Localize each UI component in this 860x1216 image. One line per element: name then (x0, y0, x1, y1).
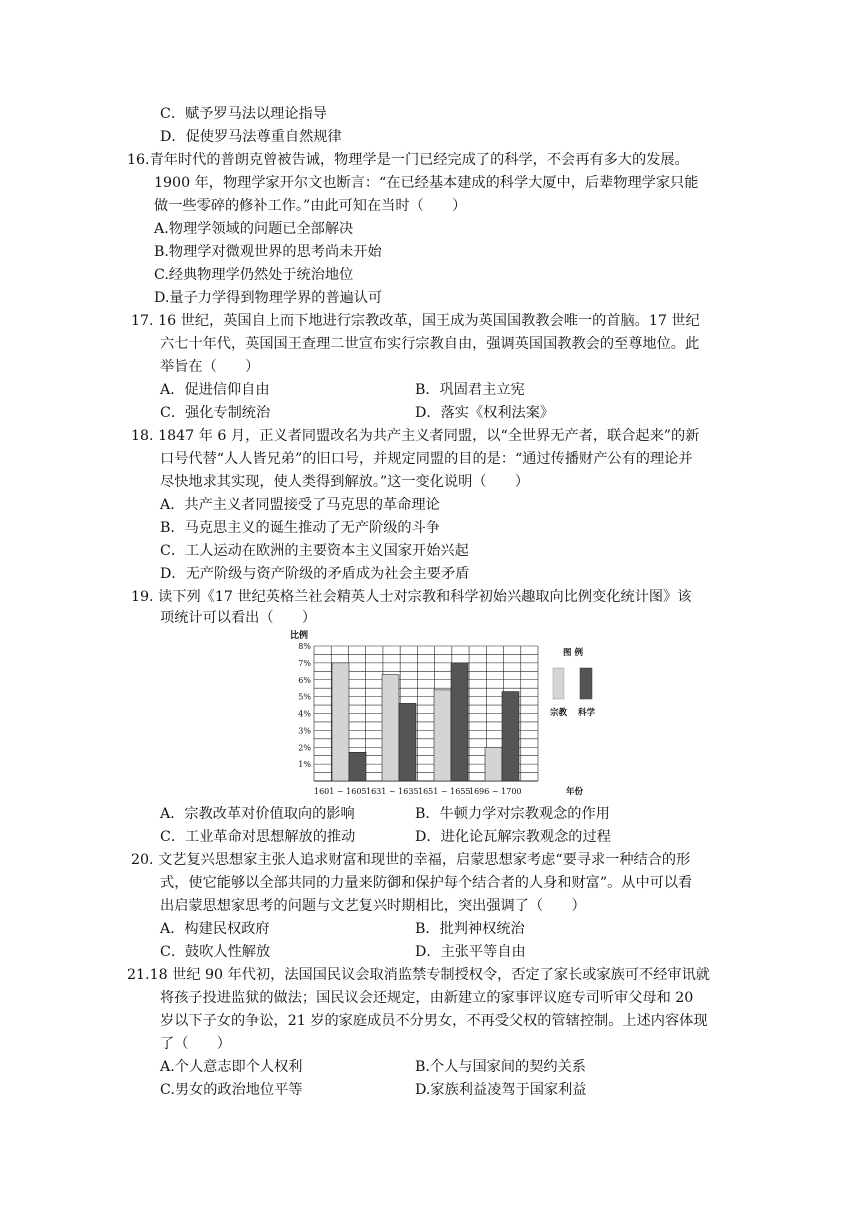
q16-option-a: A.物理学领域的问题已全部解决 (154, 221, 354, 237)
y-tick-label: 4% (298, 709, 311, 719)
q17-option-a: A．促进信仰自由 (160, 382, 270, 398)
bar-science (502, 692, 519, 781)
q19-stem-line-2: 项统计可以看出（ ） (160, 610, 317, 626)
q21-option-b: B.个人与国家间的契约关系 (415, 1059, 586, 1075)
bar-religion (332, 663, 349, 781)
q20-stem-line-3: 出启蒙思想家思考的问题与文艺复兴时期相比，突出强调了（ ） (160, 898, 586, 914)
q19-option-c: C．工业革命对思想解放的推动 (160, 829, 356, 845)
q16-option-c: C.经典物理学仍然处于统治地位 (154, 267, 354, 283)
q19-option-b: B．牛顿力学对宗教观念的作用 (415, 806, 610, 822)
y-tick-labels (298, 642, 311, 769)
y-tick-label: 3% (298, 726, 311, 736)
bar-chart (288, 627, 618, 799)
q21-stem-line-3: 岁以下子女的争讼，21 岁的家庭成员不分男女，不再受父权的管辖控制。上述内容体现 (160, 1013, 708, 1029)
y-tick-label: 2% (298, 743, 311, 753)
q18-stem-line-1: 18. 1847 年 6 月，正义者同盟改名为共产主义者同盟，以“全世界无产者，联合起来”的新 (131, 428, 700, 444)
bar-religion (382, 675, 399, 781)
q15-option-d: D．促使罗马法尊重自然规律 (160, 129, 342, 145)
legend-label-religion: 宗教 (550, 708, 568, 718)
bar-science (399, 703, 416, 781)
q19-option-d: D．进化论瓦解宗教观念的过程 (415, 829, 611, 845)
x-tick-label: 1651 ~ 1655 (418, 787, 471, 796)
q18-option-a: A．共产主义者同盟接受了马克思的革命理论 (160, 497, 440, 513)
q17-stem-line-3: 举旨在（ ） (160, 359, 260, 375)
q21-option-d: D.家族利益凌驾于国家利益 (415, 1082, 587, 1098)
q17-stem-line-2: 六七十年代，英国国王查理二世宣布实行宗教自由，强调英国国教教会的至尊地位。此 (160, 336, 700, 352)
q17-option-c: C．强化专制统治 (160, 405, 271, 421)
q18-stem-line-3: 尽快地求其实现，使人类得到解放。”这一变化说明（ ） (160, 474, 530, 490)
q17-option-b: B．巩固君主立宪 (415, 382, 525, 398)
y-tick-label: 6% (298, 675, 311, 685)
q16-option-b: B.物理学对微观世界的思考尚未开始 (154, 244, 382, 260)
x-tick-label: 1696 ~ 1700 (469, 787, 522, 796)
q18-option-b: B．马克思主义的诞生推动了无产阶级的斗争 (160, 520, 440, 536)
q21-option-c: C.男女的政治地位平等 (160, 1082, 303, 1098)
q16-stem-line-2: 1900 年，物理学家开尔文也断言：“在已经基本建成的科学大厦中，后辈物理学家只能 (154, 175, 699, 191)
bar-religion (485, 747, 502, 781)
x-tick-label: 1631 ~ 1635 (366, 787, 419, 796)
bar-science (451, 663, 468, 781)
q19-stem-line-1: 19. 读下列《17 世纪英格兰社会精英人士对宗教和科学初始兴趣取向比例变化统计图》该 (131, 589, 692, 605)
y-axis-label: 比例 (290, 631, 309, 641)
legend-title: 图 例 (563, 648, 583, 658)
q18-stem-line-2: 口号代替“人人皆兄弟”的旧口号，并规定同盟的目的是：“通过传播财产公有的理论并 (160, 451, 693, 467)
q21-stem-line-1: 21.18 世纪 90 年代初，法国国民议会取消监禁专制授权令，否定了家长或家族可不经审讯就 (127, 967, 710, 983)
q20-option-b: B．批判神权统治 (415, 921, 525, 937)
q17-option-d: D．落实《权利法案》 (415, 405, 555, 421)
q18-option-c: C．工人运动在欧洲的主要资本主义国家开始兴起 (160, 543, 469, 559)
y-tick-label: 8% (298, 642, 311, 651)
x-tick-labels (314, 787, 522, 796)
q19-option-a: A．宗教改革对价值取向的影响 (160, 806, 355, 822)
q20-option-d: D．主张平等自由 (415, 944, 526, 960)
q21-option-a: A.个人意志即个人权利 (160, 1059, 303, 1075)
q20-option-a: A．构建民权政府 (160, 921, 270, 937)
q21-stem-line-4: 了（ ） (160, 1036, 231, 1052)
q20-option-c: C．鼓吹人性解放 (160, 944, 271, 960)
legend-swatch-religion (553, 668, 564, 699)
bar-religion (434, 690, 451, 781)
q15-option-c: C．赋予罗马法以理论指导 (160, 106, 327, 122)
legend-swatch-science (580, 668, 592, 699)
x-axis-label: 年份 (566, 787, 584, 797)
bar-science (349, 752, 366, 781)
q16-option-d: D.量子力学得到物理学界的普遍认可 (154, 290, 383, 306)
x-tick-label: 1601 ~ 1605 (314, 787, 367, 796)
chart-legend (550, 647, 596, 718)
q21-stem-line-2: 将孩子投进监狱的做法；国民议会还规定，由新建立的家事评议庭专司听审父母和 20 (160, 990, 694, 1006)
y-tick-label: 7% (298, 658, 311, 668)
q17-stem-line-1: 17. 16 世纪，英国自上而下地进行宗教改革，国王成为英国国教教会唯一的首脑。17 世纪 (131, 313, 700, 329)
q16-stem-line-3: 做一些零碎的修补工作。”由此可知在当时（ ） (154, 198, 467, 214)
y-tick-label: 5% (298, 692, 311, 702)
q18-option-d: D．无产阶级与资产阶级的矛盾成为社会主要矛盾 (160, 566, 470, 582)
y-tick-label: 1% (298, 760, 311, 770)
q20-stem-line-1: 20. 文艺复兴思想家主张人追求财富和现世的幸福，启蒙思想家考虑“要寻求一种结合的形 (131, 852, 691, 868)
legend-label-science: 科学 (578, 708, 596, 718)
q20-stem-line-2: 式，使它能够以全部共同的力量来防御和保护每个结合者的人身和财富”。从中可以看 (160, 875, 693, 891)
q16-stem-line-1: 16.青年时代的普朗克曾被告诫，物理学是一门已经完成了的科学，不会再有多大的发展。 (127, 152, 689, 168)
